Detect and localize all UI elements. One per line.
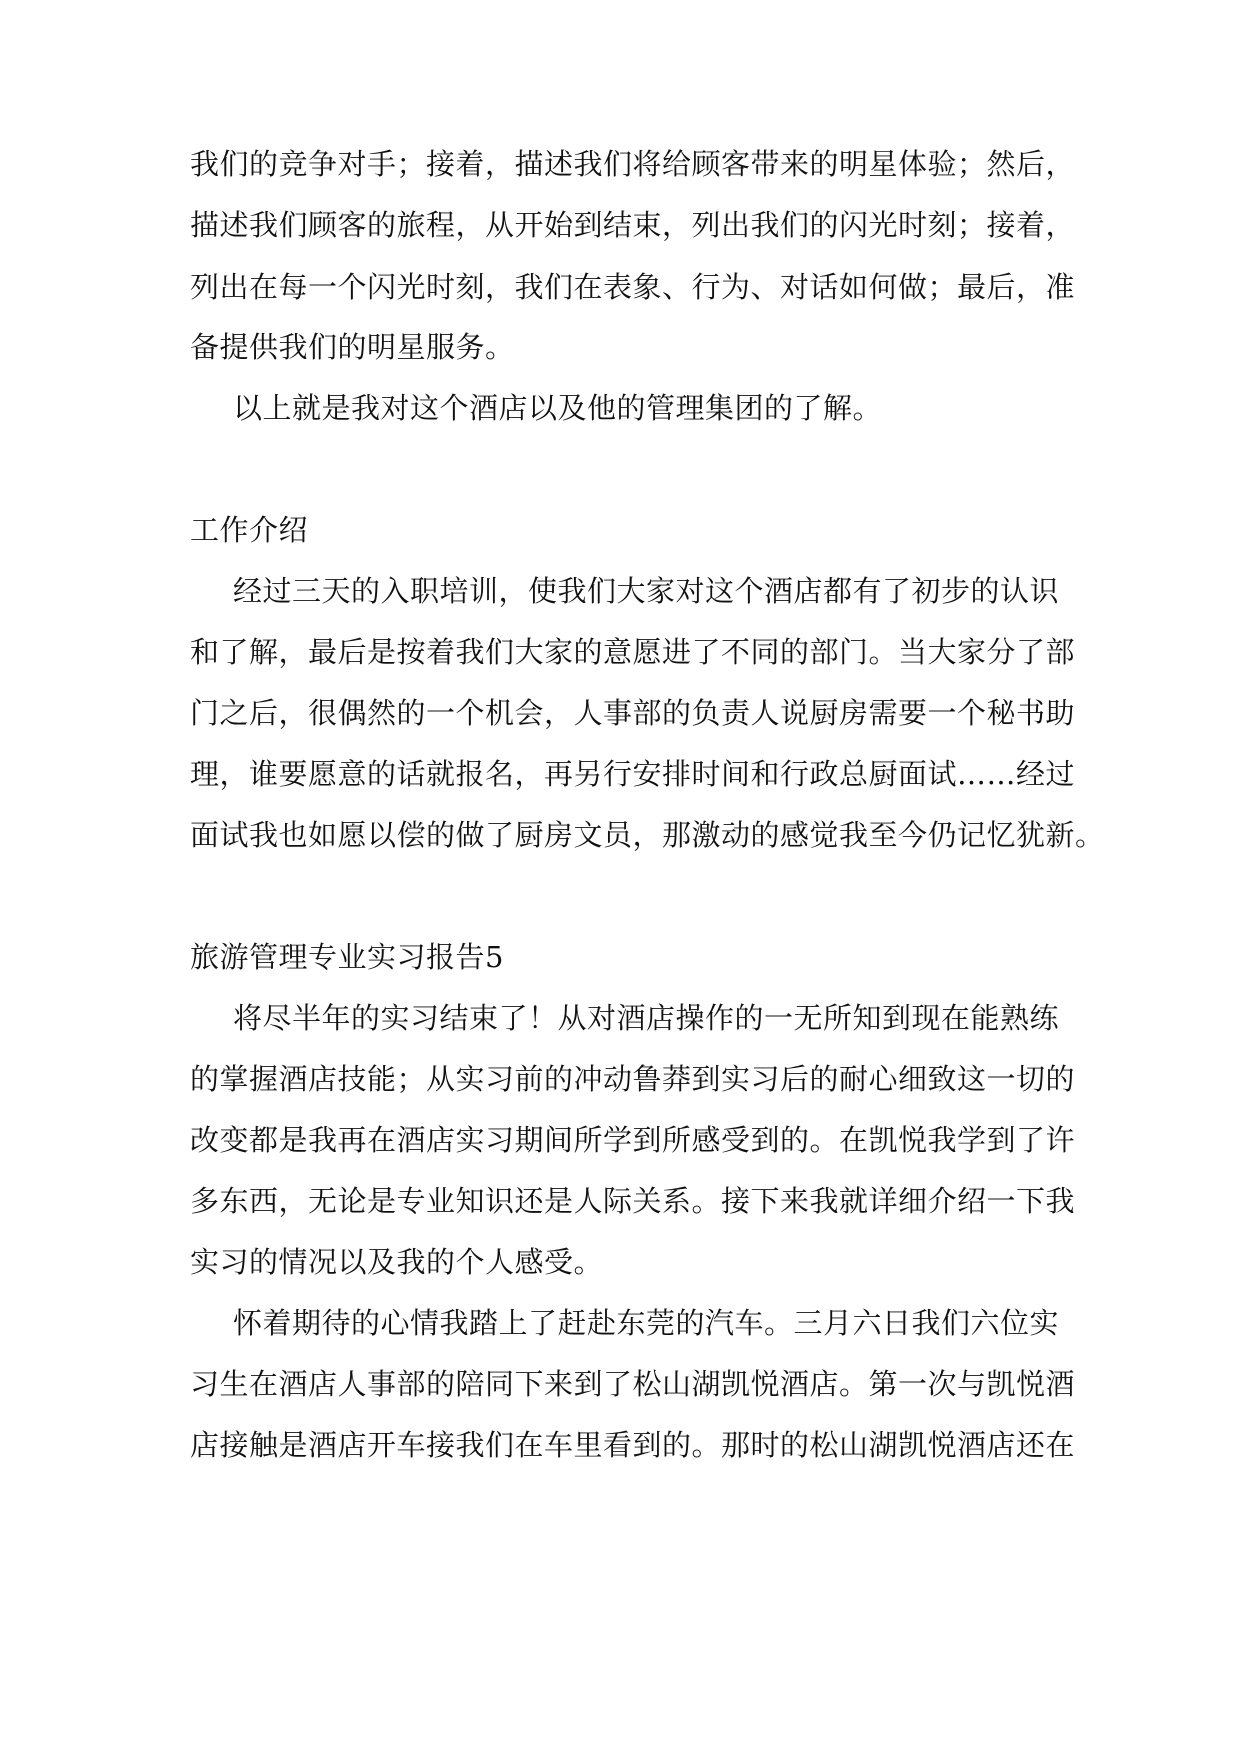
paragraph-line: 和了解，最后是按着我们大家的意愿进了不同的部门。当大家分了部 [190,635,1076,669]
paragraph-line: 习生在酒店人事部的陪同下来到了松山湖凯悦酒店。第一次与凯悦酒 [190,1367,1076,1401]
section-heading: 旅游管理专业实习报告5 [190,940,504,974]
paragraph-line: 备提供我们的明星服务。 [190,330,515,364]
paragraph-line: 改变都是我再在酒店实习期间所学到所感受到的。在凯悦我学到了许 [190,1123,1076,1157]
paragraph-line: 的掌握酒店技能；从实习前的冲动鲁莽到实习后的耐心细致这一切的 [190,1062,1076,1096]
paragraph-line: 描述我们顾客的旅程，从开始到结束，列出我们的闪光时刻；接着， [190,208,1076,242]
paragraph-line: 以上就是我对这个酒店以及他的管理集团的了解。 [233,391,883,425]
paragraph-line: 理，谁要愿意的话就报名，再另行安排时间和行政总厨面试……经过 [190,757,1076,791]
paragraph-line: 我们的竞争对手；接着，描述我们将给顾客带来的明星体验；然后， [190,147,1076,181]
paragraph-line: 多东西，无论是专业知识还是人际关系。接下来我就详细介绍一下我 [190,1184,1076,1218]
paragraph-line: 店接触是酒店开车接我们在车里看到的。那时的松山湖凯悦酒店还在 [190,1428,1076,1462]
paragraph-line: 面试我也如愿以偿的做了厨房文员，那激动的感觉我至今仍记忆犹新。 [190,818,1105,852]
paragraph-line: 实习的情况以及我的个人感受。 [190,1245,604,1279]
paragraph-line: 门之后，很偶然的一个机会，人事部的负责人说厨房需要一个秘书助 [190,696,1076,730]
paragraph-line: 怀着期待的心情我踏上了赶赴东莞的汽车。三月六日我们六位实 [233,1306,1060,1340]
paragraph-line: 将尽半年的实习结束了！从对酒店操作的一无所知到现在能熟练 [233,1001,1060,1035]
paragraph-line: 列出在每一个闪光时刻，我们在表象、行为、对话如何做；最后，准 [190,270,1076,304]
paragraph-line: 经过三天的入职培训，使我们大家对这个酒店都有了初步的认识 [233,574,1060,608]
section-heading: 工作介绍 [190,513,309,547]
